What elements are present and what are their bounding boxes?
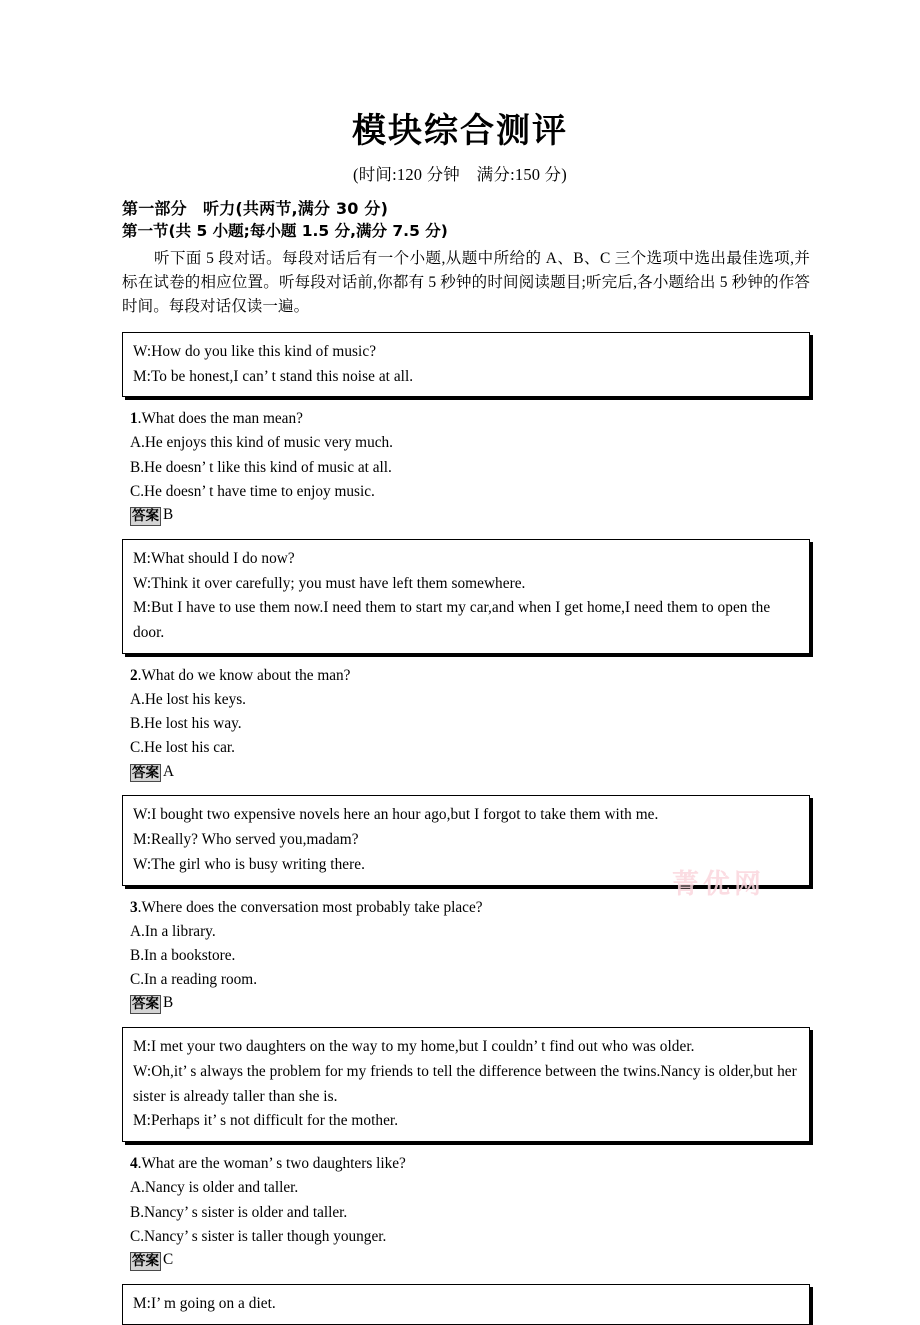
option-b[interactable]: B.He lost his way.: [130, 715, 242, 733]
option-c[interactable]: C.He doesn’ t have time to enjoy music.: [130, 482, 375, 500]
section-heading: [122, 220, 810, 242]
question-stem: [122, 896, 810, 920]
answer-row: [122, 993, 810, 1014]
question-number: 3: [130, 898, 138, 916]
question-stem-text: .What does the man mean?: [137, 410, 303, 428]
question-number: 1: [130, 410, 138, 428]
option-a[interactable]: A.He lost his keys.: [130, 691, 246, 709]
dialogue-line: M:What should I do now?: [133, 549, 295, 567]
part-heading-text: 第一部分 听力(共两节,满分 30 分): [122, 199, 389, 219]
watermark: 菁优网: [672, 869, 765, 900]
option-c[interactable]: C.In a reading room.: [130, 971, 258, 989]
question-block: [122, 896, 810, 1015]
dialogue-line: W:Think it over carefully; you must have left them somewhere.: [133, 574, 526, 592]
dialogue-line: M:To be honest,I can’ t stand this noise at all.: [133, 367, 414, 385]
question-number: 4: [130, 1155, 138, 1173]
answer-badge: 答案: [132, 507, 159, 524]
question-block: [122, 664, 810, 783]
question-stem: [122, 1152, 810, 1176]
exam-meta-subtitle: (时间:120 分钟 满分:150 分): [353, 165, 567, 185]
dialogue-line: M:But I have to use them now.I need them to start my car,and when I get home,I need them to open the door.: [133, 599, 771, 642]
dialogue-box: [122, 1284, 810, 1325]
question-stem: [122, 407, 810, 431]
dialogue-line: M:Perhaps it’ s not difficult for the mother.: [133, 1112, 399, 1130]
option-b[interactable]: B.Nancy’ s sister is older and taller.: [130, 1203, 348, 1221]
part-heading: [122, 197, 810, 220]
question-stem-text: .Where does the conversation most probably take place?: [137, 898, 483, 916]
dialogue-box: [122, 332, 810, 398]
option-a[interactable]: A.Nancy is older and taller.: [130, 1179, 299, 1197]
dialogue-line: W:How do you like this kind of music?: [133, 342, 377, 360]
option-c[interactable]: C.Nancy’ s sister is taller though younger.: [130, 1227, 387, 1245]
question-block: [122, 1152, 810, 1271]
answer-row: [122, 505, 810, 526]
dialogue-line: M:Really? Who served you,madam?: [133, 831, 359, 849]
option-c[interactable]: C.He lost his car.: [130, 739, 235, 757]
exam-content: [0, 185, 920, 1324]
answer-value: A: [163, 762, 175, 780]
dialogue-box: [122, 1027, 810, 1142]
option-b[interactable]: B.In a bookstore.: [130, 947, 236, 964]
answer-row: [122, 762, 810, 783]
question-block: [122, 407, 810, 526]
answer-badge: 答案: [132, 764, 159, 781]
question-stem-text: .What do we know about the man?: [137, 666, 351, 684]
answer-value: B: [163, 994, 174, 1012]
dialogue-line: M:I met your two daughters on the way to my home,but I couldn’ t find out who was older.: [133, 1038, 695, 1056]
dialogue-line: W:The girl who is busy writing there.: [133, 855, 365, 873]
dialogue-box: [122, 795, 810, 885]
option-a[interactable]: A.He enjoys this kind of music very much.: [130, 434, 393, 452]
answer-row: [122, 1250, 810, 1271]
option-b[interactable]: B.He doesn’ t like this kind of music at all.: [130, 458, 392, 476]
question-number: 2: [130, 666, 138, 684]
section-heading-text: 第一节(共 5 小题;每小题 1.5 分,满分 7.5 分): [122, 222, 448, 241]
dialogue-line: W:Oh,it’ s always the problem for my friends to tell the difference between the twins.Nancy is older,but her sister is already taller than she is.: [133, 1062, 797, 1105]
answer-value: C: [163, 1250, 174, 1268]
question-stem-text: .What are the woman’ s two daughters like?: [137, 1155, 406, 1173]
page-title: 模块综合测评: [352, 111, 568, 151]
instructions-paragraph: 听下面 5 段对话。每段对话后有一个小题,从题中所给的 A、B、C 三个选项中选出最佳选项,并标在试卷的相应位置。听每段对话前,你都有 5 秒钟的时间阅读题目;听完后,各小题给出 5 秒钟的作答时间。每段对话仅读一遍。: [122, 249, 810, 315]
dialogue-line: M:I’ m going on a diet.: [133, 1294, 276, 1312]
answer-badge: 答案: [132, 996, 159, 1013]
option-a[interactable]: A.In a library.: [130, 922, 216, 940]
dialogue-line: W:I bought two expensive novels here an hour ago,but I forgot to take them with me.: [133, 806, 659, 824]
dialogue-box: [122, 539, 810, 654]
question-stem: [122, 664, 810, 688]
answer-value: B: [163, 505, 174, 523]
answer-badge: 答案: [132, 1252, 159, 1269]
